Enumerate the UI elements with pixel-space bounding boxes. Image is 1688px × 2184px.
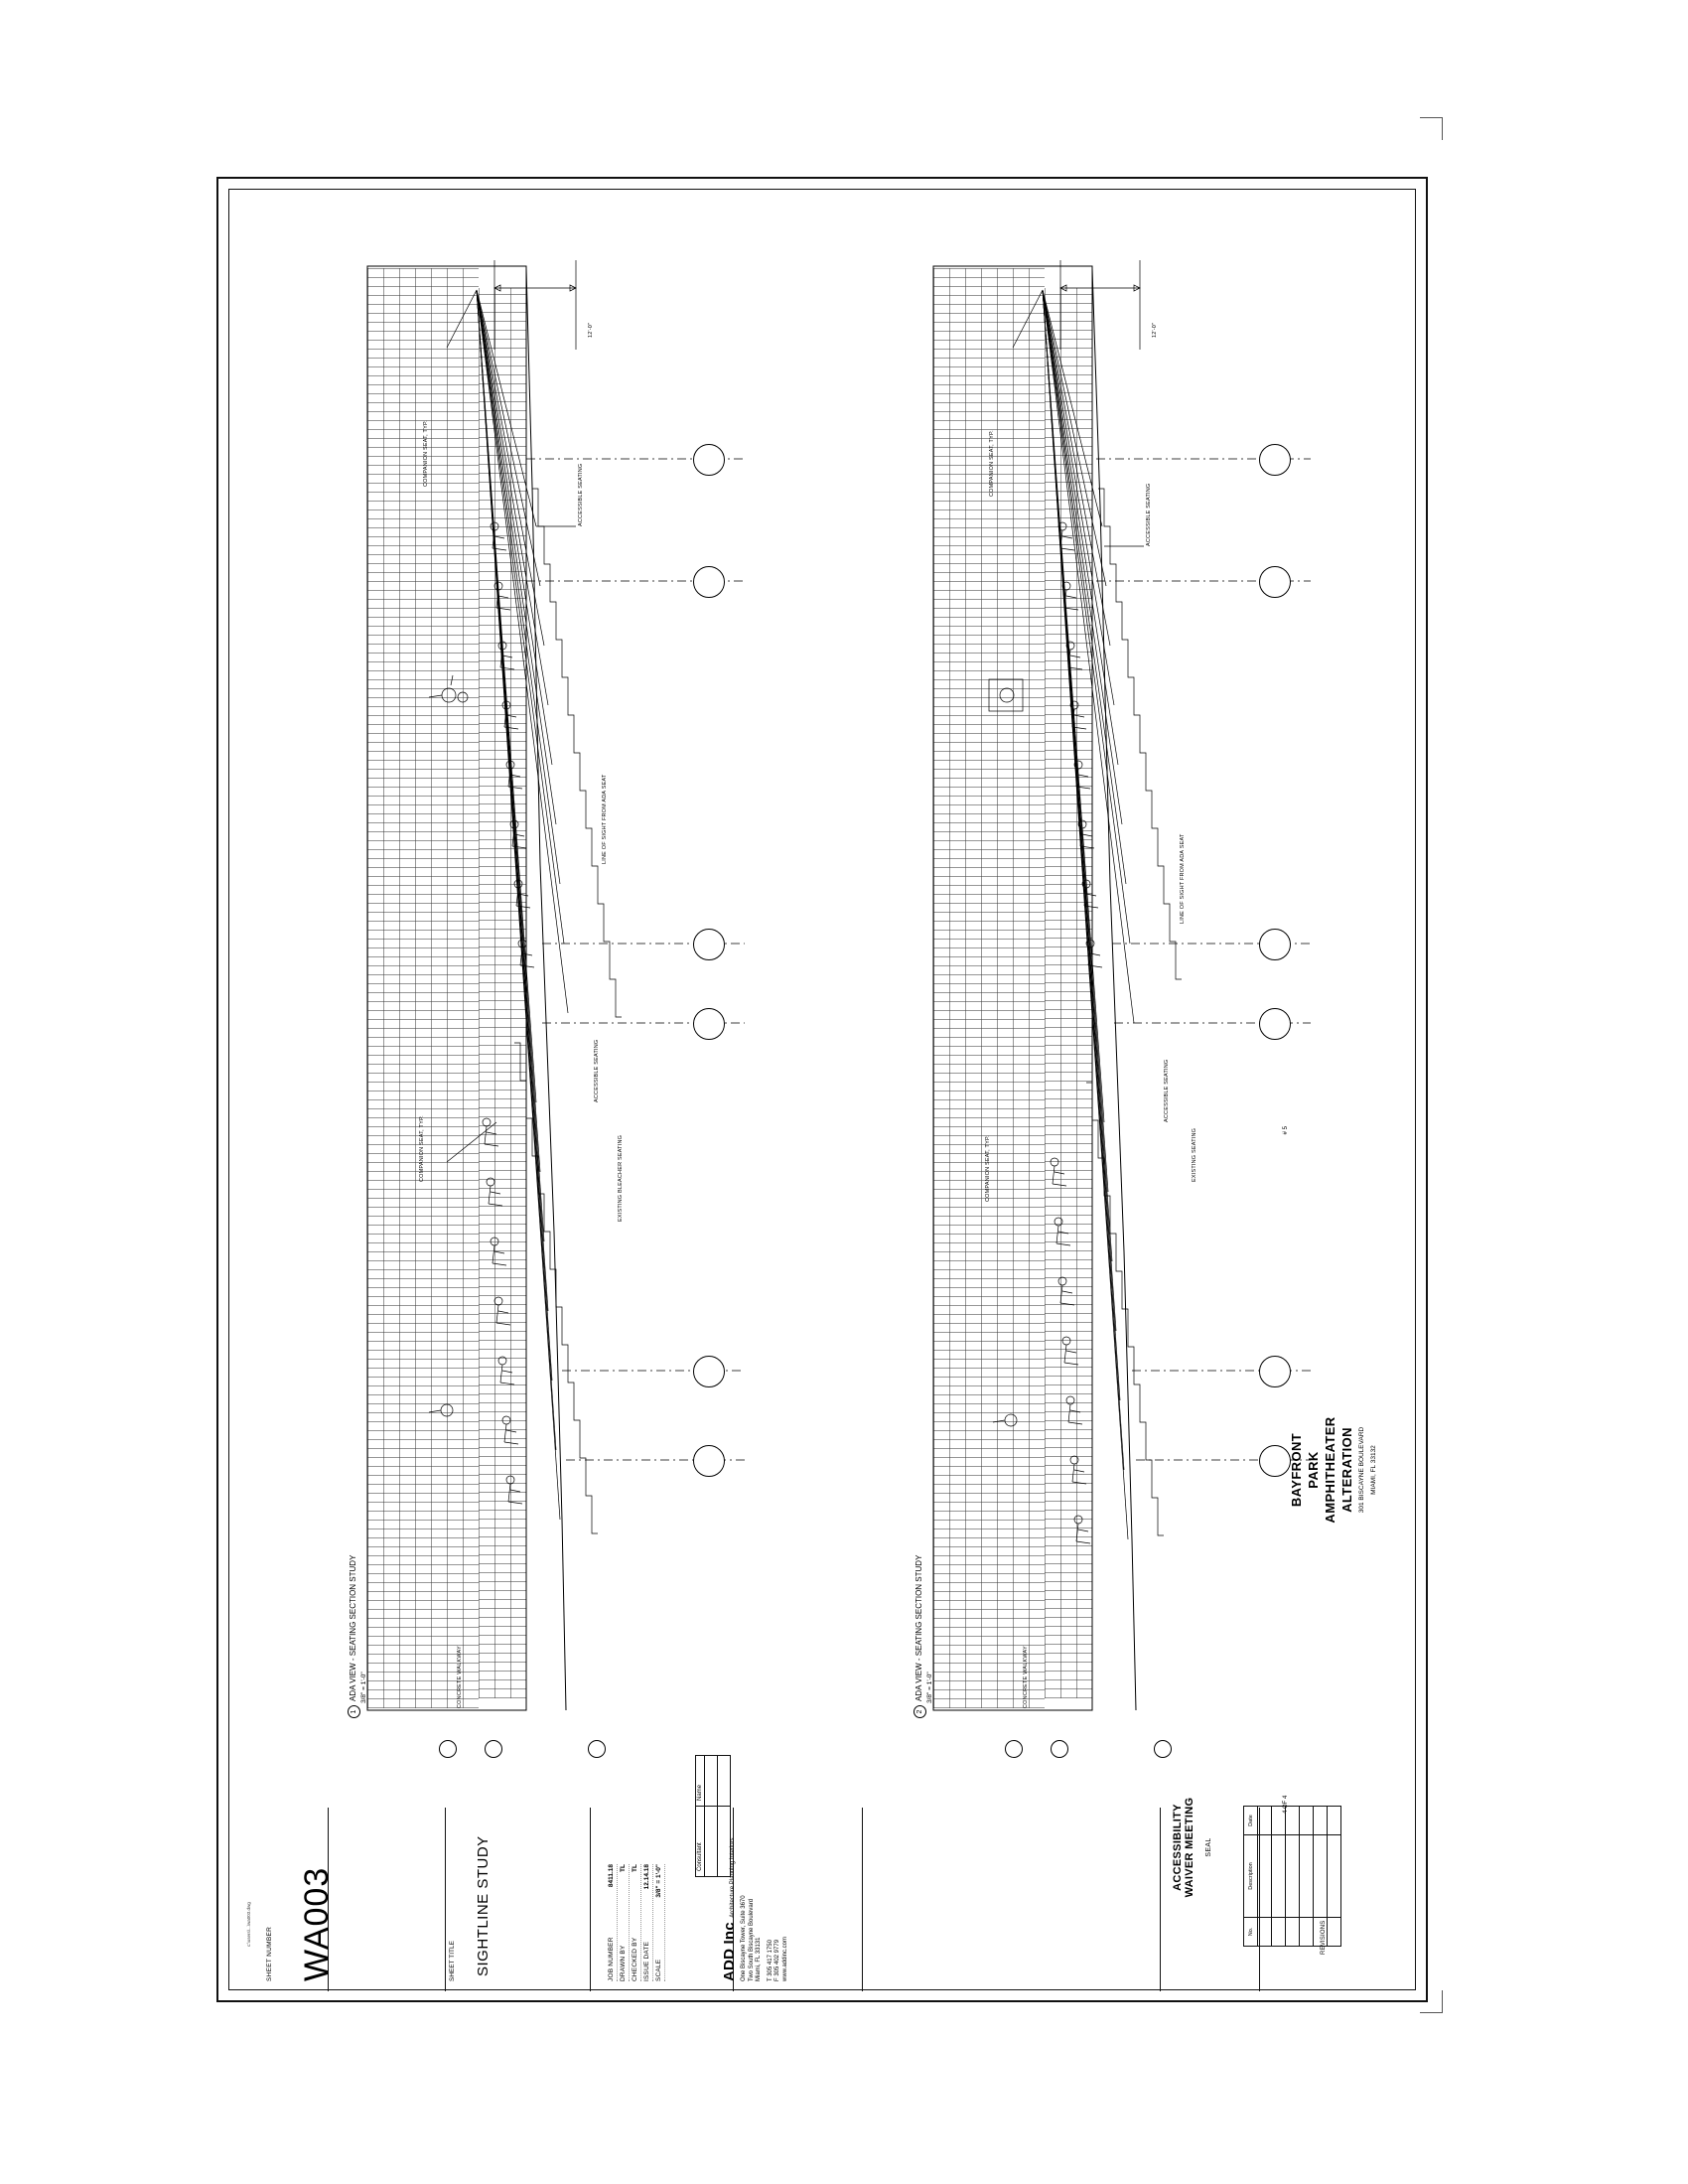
- grid-bubble-lower-small-2: [1051, 1740, 1068, 1758]
- revision-cell: [1258, 1807, 1272, 1835]
- revision-cell: [1300, 1918, 1314, 1947]
- label-companion-seat-upper-2: COMPANION SEAT, TYP.: [419, 1115, 425, 1182]
- file-path-footnote: c:\users\...\wa003.dwg: [246, 1902, 251, 1947]
- firm-address-line-1: One Biscayne Tower, Suite 3670: [741, 1895, 747, 1981]
- firm-website[interactable]: www.addinc.com: [781, 1936, 788, 1981]
- grid-bubble-lower-1: [1259, 444, 1291, 476]
- grid-bubble-upper-4: [693, 1008, 725, 1040]
- job-number-value: 8411.18: [608, 1864, 615, 1888]
- label-accessible-seating-upper-1: ACCESSIBLE SEATING: [578, 463, 584, 526]
- revision-row: [1286, 1807, 1300, 1947]
- detail-number-upper: 1: [348, 1705, 360, 1718]
- page-mark: # 5: [1283, 1126, 1289, 1135]
- revision-row: [1258, 1807, 1272, 1947]
- firm-address-line-3: Miami, FL 33131: [756, 1937, 762, 1981]
- label-line-of-sight-lower: LINE OF SIGHT FROM ADA SEAT: [1180, 833, 1186, 924]
- revision-cell: [1286, 1807, 1300, 1835]
- dimension-label-upper: 12'-0": [588, 322, 594, 338]
- project-info-row: [618, 1864, 630, 1981]
- label-accessible-seating-lower-2: ACCESSIBLE SEATING: [1164, 1059, 1170, 1122]
- revision-col-desc: Description: [1244, 1835, 1258, 1918]
- detail-upper-sightline-section: [328, 228, 745, 1778]
- revision-row: [1300, 1807, 1314, 1947]
- detail-title-text-upper: ADA VIEW - SEATING SECTION STUDY: [349, 1554, 357, 1701]
- project-address-line-1: 301 BISCAYNE BOULEVARD: [1358, 1426, 1365, 1514]
- project-info-rows: [606, 1808, 665, 1981]
- project-title-line-4: ALTERATION: [1339, 1427, 1354, 1513]
- tb-divider-6: [1160, 1808, 1161, 1991]
- revision-cell: [1272, 1835, 1286, 1918]
- label-existing-bleacher-seating-upper: EXISTING BLEACHER SEATING: [618, 1134, 624, 1222]
- firm-name-text: ADD Inc: [721, 1922, 738, 1981]
- label-companion-seat-upper-1: COMPANION SEAT, TYP.: [423, 420, 429, 487]
- scale-label: SCALE: [655, 1959, 662, 1981]
- crop-mark-top-right: [1420, 117, 1443, 140]
- checked-by-label: CHECKED BY: [632, 1937, 638, 1981]
- firm-name: [721, 1803, 738, 1981]
- consultant-name-header: Name: [696, 1756, 705, 1807]
- firm-block: [721, 1803, 789, 1981]
- project-info-row: [606, 1864, 618, 1981]
- detail-scale-upper: 3/8" = 1'-0": [360, 1672, 367, 1703]
- label-companion-seat-lower-2: COMPANION SEAT, TYP.: [985, 1135, 991, 1202]
- revision-cell: [1272, 1918, 1286, 1947]
- detail-title-lower: [914, 1555, 933, 1718]
- waiver-line-2: WAIVER MEETING: [1184, 1797, 1196, 1898]
- firm-fax: F 305 402 9779: [774, 1939, 780, 1981]
- grid-bubble-lower-2: [1259, 566, 1291, 598]
- issue-date-value: 12.14.18: [643, 1864, 650, 1890]
- project-title-block: [1281, 1122, 1410, 1818]
- sheet-title: SIGHTLINE STUDY: [475, 1835, 492, 1976]
- revision-cell: [1328, 1918, 1341, 1947]
- consultant-row: [705, 1756, 718, 1877]
- code-mark: 4 OF 4: [1283, 1795, 1289, 1814]
- label-line-of-sight-upper: LINE OF SIGHT FROM ADA SEAT: [602, 774, 608, 864]
- consultant-cell: [705, 1756, 718, 1807]
- detail-title-text-lower: ADA VIEW - SEATING SECTION STUDY: [914, 1554, 923, 1701]
- label-companion-seat-lower-1: COMPANION SEAT, TYP.: [989, 430, 995, 497]
- project-info-row: [653, 1864, 665, 1981]
- revision-row: [1272, 1807, 1286, 1947]
- project-title-line-1: BAYFRONT: [1289, 1432, 1304, 1508]
- firm-name-subtitle: Architecture Planning Interiors: [730, 1837, 736, 1918]
- grid-bubble-upper-1: [693, 444, 725, 476]
- revision-cell: [1286, 1835, 1300, 1918]
- sheet-number: WA003: [298, 1866, 336, 1981]
- project-info-row: [630, 1864, 641, 1981]
- grid-bubble-upper-6: [693, 1445, 725, 1477]
- job-number-label: JOB NUMBER: [608, 1937, 615, 1981]
- waiver-line-1: ACCESSIBILITY: [1172, 1804, 1184, 1891]
- revision-cell: [1300, 1835, 1314, 1918]
- detail-scale-lower: 3/8" = 1'-0": [926, 1672, 933, 1703]
- grid-bubble-upper-small-3: [588, 1740, 606, 1758]
- detail-number-lower: 2: [914, 1705, 926, 1718]
- grid-bubble-lower-4: [1259, 1008, 1291, 1040]
- firm-address-line-2: Two South Biscayne Boulevard: [748, 1898, 755, 1981]
- grid-bubble-upper-small-2: [485, 1740, 502, 1758]
- revision-table: [1243, 1806, 1341, 1947]
- seal-label: SEAL: [1205, 1837, 1212, 1857]
- revision-col-no: No.: [1244, 1918, 1258, 1947]
- revision-caption: REVISIONS: [1321, 1920, 1327, 1955]
- revision-cell: [1258, 1918, 1272, 1947]
- label-concrete-walkway-upper: CONCRETE WALKWAY: [457, 1646, 463, 1708]
- tb-divider-5: [862, 1808, 863, 1991]
- grid-bubble-lower-small-1: [1005, 1740, 1023, 1758]
- project-info-row: [641, 1864, 653, 1981]
- consultant-cell: [718, 1756, 731, 1807]
- detail-upper-gridlines: [328, 228, 745, 1778]
- revision-cell: [1272, 1807, 1286, 1835]
- label-accessible-seating-upper-2: ACCESSIBLE SEATING: [594, 1039, 600, 1102]
- checked-by-value: TL: [632, 1864, 638, 1872]
- tb-divider-3: [590, 1808, 591, 1991]
- tb-divider-2: [445, 1808, 446, 1991]
- firm-phone: T 305 417 1750: [767, 1940, 774, 1981]
- revision-cell: [1314, 1835, 1328, 1918]
- detail-lower-sightline-section: [894, 228, 1311, 1778]
- grid-bubble-upper-2: [693, 566, 725, 598]
- sheet-number-label: SHEET NUMBER: [266, 1926, 273, 1981]
- detail-lower-gridlines: [894, 228, 1311, 1778]
- grid-bubble-upper-5: [693, 1356, 725, 1387]
- dimension-label-lower: 12'-0": [1152, 322, 1158, 338]
- revision-col-date: Date: [1244, 1807, 1258, 1835]
- revision-cell: [1286, 1918, 1300, 1947]
- project-address-line-2: MIAMI, FL 33132: [1370, 1445, 1377, 1495]
- project-title-line-3: AMPHITHEATER: [1323, 1416, 1337, 1524]
- revision-cell: [1328, 1835, 1341, 1918]
- consultant-col-header: Consultant: [696, 1807, 705, 1877]
- waiver-heading-block: [1172, 1748, 1212, 1947]
- grid-bubble-lower-small-3: [1154, 1740, 1172, 1758]
- consultant-cell: [705, 1807, 718, 1877]
- revision-cell: [1258, 1835, 1272, 1918]
- detail-title-upper: [348, 1555, 367, 1718]
- title-block-strip: [236, 1808, 1413, 1991]
- grid-bubble-upper-3: [693, 929, 725, 960]
- revision-cell: [1300, 1807, 1314, 1835]
- project-title-line-2: PARK: [1306, 1451, 1321, 1489]
- grid-bubble-upper-small-1: [439, 1740, 457, 1758]
- drawn-by-label: DRAWN BY: [620, 1945, 627, 1981]
- label-accessible-seating-lower-1: ACCESSIBLE SEATING: [1146, 483, 1152, 546]
- scale-value: 3/8" = 1'-0": [655, 1864, 662, 1898]
- label-existing-seating-lower: EXISTING SEATING: [1192, 1127, 1197, 1182]
- sheet-title-label: SHEET TITLE: [449, 1941, 456, 1981]
- label-concrete-walkway-lower: CONCRETE WALKWAY: [1023, 1646, 1029, 1708]
- revision-row: [1328, 1807, 1341, 1947]
- revision-cell: [1328, 1807, 1341, 1835]
- grid-bubble-lower-3: [1259, 929, 1291, 960]
- drawn-by-value: TL: [620, 1864, 627, 1872]
- issue-date-label: ISSUE DATE: [643, 1941, 650, 1981]
- revision-cell: [1314, 1807, 1328, 1835]
